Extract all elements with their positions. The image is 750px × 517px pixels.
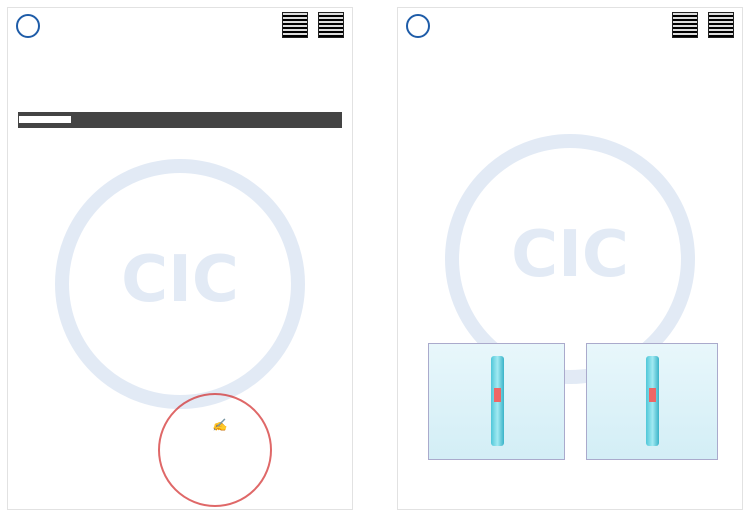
cic-watermark	[55, 159, 305, 409]
qr-weibo	[672, 12, 698, 39]
sample-photo-1	[428, 343, 565, 460]
qr-codes	[282, 12, 344, 39]
cic-logo-icon	[406, 14, 430, 38]
report-page-2	[398, 8, 742, 509]
qr-wechat	[318, 12, 344, 39]
sample-photo-2	[586, 343, 718, 460]
qr-code-icon	[672, 12, 698, 38]
report-page-1	[8, 8, 352, 509]
qr-code-icon	[318, 12, 344, 38]
results-table	[18, 112, 342, 128]
header	[16, 14, 344, 44]
qr-code-icon	[708, 12, 734, 38]
sample-tube-image	[646, 356, 659, 446]
header	[406, 14, 734, 44]
qr-wechat	[708, 12, 734, 39]
sample-tube-image	[491, 356, 504, 446]
qr-code-icon	[282, 12, 308, 38]
official-seal	[158, 393, 272, 507]
qr-codes	[672, 12, 734, 39]
signature: ✍	[212, 418, 227, 432]
qr-weibo	[282, 12, 308, 39]
cic-logo-icon	[16, 14, 40, 38]
